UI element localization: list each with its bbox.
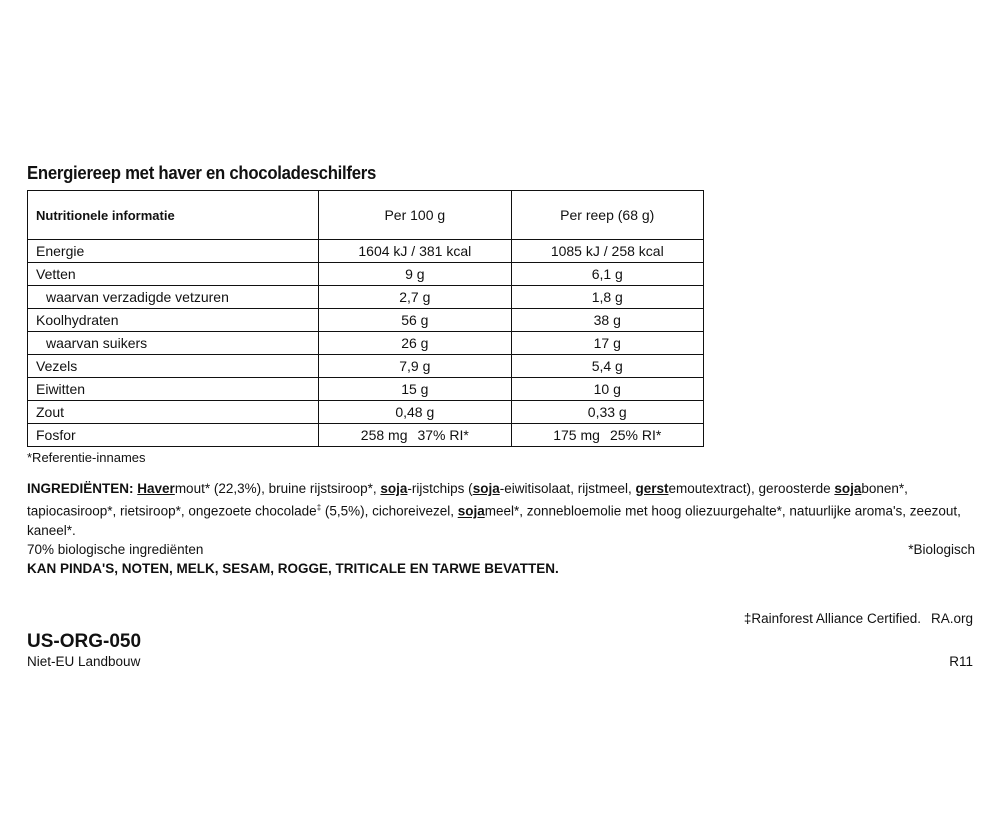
allergen-soja: soja xyxy=(457,503,485,519)
reference-footnote: *Referentie-innames xyxy=(27,450,146,465)
header-per-bar: Per reep (68 g) xyxy=(511,191,703,240)
phosphorus-bar: 175 mg xyxy=(553,427,600,443)
nutrition-label xyxy=(27,163,975,578)
row-value-100g: 56 g xyxy=(319,309,511,332)
row-value-100g: 1604 kJ / 381 kcal xyxy=(319,240,511,263)
row-label: Koolhydraten xyxy=(28,309,319,332)
row-label: Vezels xyxy=(28,355,319,378)
allergen-soja: soja xyxy=(834,481,862,496)
ingredients-part: -eiwitisolaat, rijstmeel, xyxy=(499,481,636,496)
row-value-bar xyxy=(511,424,703,447)
row-label: waarvan verzadigde vetzuren xyxy=(28,286,319,309)
ra-org-link: RA.org xyxy=(930,611,973,626)
row-value-bar: 5,4 g xyxy=(511,355,703,378)
row-value-bar: 17 g xyxy=(511,332,703,355)
table-row xyxy=(28,332,704,355)
table-header-row xyxy=(28,191,704,240)
ingredients-part: mout* (22,3%), bruine rijstsiroop*, xyxy=(174,481,381,496)
row-value-100g: 2,7 g xyxy=(319,286,511,309)
product-title: Energiereep met haver en chocoladeschilfers xyxy=(27,163,376,183)
rainforest-dagger: ‡ xyxy=(316,503,322,512)
allergen-soja: soja xyxy=(472,481,500,496)
nutrition-table xyxy=(27,190,704,447)
header-label: Nutritionele informatie xyxy=(28,191,319,240)
allergen-gerst: gerst xyxy=(635,481,669,496)
ingredients-part: (5,5%), cichoreivezel, xyxy=(321,503,458,519)
row-value-100g: 9 g xyxy=(319,263,511,286)
rainforest-alliance xyxy=(744,611,973,626)
biologisch-note: *Biologisch xyxy=(908,541,975,557)
row-label: Energie xyxy=(28,240,319,263)
row-label: Fosfor xyxy=(28,424,319,447)
row-label: Zout xyxy=(28,401,319,424)
ingredients-header: INGREDIËNTEN: xyxy=(27,481,134,496)
phosphorus-ri-bar: 25% RI* xyxy=(609,427,662,443)
ingredients-part: bonen*, tapiocasiroop*, rietsiroop*, ongezoete chocolade xyxy=(27,481,908,519)
table-row xyxy=(28,240,704,263)
agriculture-origin: Niet-EU Landbouw xyxy=(27,654,141,669)
row-value-100g: 0,48 g xyxy=(319,401,511,424)
ingredients-text xyxy=(27,479,975,540)
row-value-100g: 7,9 g xyxy=(319,355,511,378)
organic-row xyxy=(27,540,975,559)
row-value-100g xyxy=(319,424,511,447)
ingredients-part: meel*, zonnebloemolie met hoog oliezuurgehalte*, natuurlijke aroma's, zeezout, kaneel*. xyxy=(27,503,961,538)
row-label: waarvan suikers xyxy=(28,332,319,355)
header-per-100g: Per 100 g xyxy=(319,191,511,240)
row-value-bar: 6,1 g xyxy=(511,263,703,286)
row-value-100g: 26 g xyxy=(319,332,511,355)
reference-code: R11 xyxy=(949,654,973,669)
row-label: Eiwitten xyxy=(28,378,319,401)
table-row xyxy=(28,286,704,309)
certification-code: US-ORG-050 xyxy=(27,631,142,652)
allergen-haver: Haver xyxy=(137,481,175,496)
table-row xyxy=(28,355,704,378)
phosphorus-ri-100g: 37% RI* xyxy=(417,427,469,443)
row-label: Vetten xyxy=(28,263,319,286)
table-row xyxy=(28,424,704,447)
table-row xyxy=(28,309,704,332)
table-row xyxy=(28,263,704,286)
organic-percentage: 70% biologische ingrediënten xyxy=(27,541,204,557)
row-value-bar: 1,8 g xyxy=(511,286,703,309)
ingredients-part: -rijstchips ( xyxy=(407,481,473,496)
allergy-warning: KAN PINDA'S, NOTEN, MELK, SESAM, ROGGE, TRITICALE EN TARWE BEVATTEN. xyxy=(27,560,559,576)
row-value-bar: 1085 kJ / 258 kcal xyxy=(511,240,703,263)
table-row xyxy=(28,401,704,424)
row-value-bar: 0,33 g xyxy=(511,401,703,424)
rainforest-text: ‡Rainforest Alliance Certified. xyxy=(743,611,921,626)
allergen-soja: soja xyxy=(380,481,408,496)
table-row xyxy=(28,378,704,401)
row-value-100g: 15 g xyxy=(319,378,511,401)
row-value-bar: 38 g xyxy=(511,309,703,332)
ingredients-part: emoutextract), geroosterde xyxy=(668,481,835,496)
row-value-bar: 10 g xyxy=(511,378,703,401)
phosphorus-100g: 258 mg xyxy=(360,427,408,443)
